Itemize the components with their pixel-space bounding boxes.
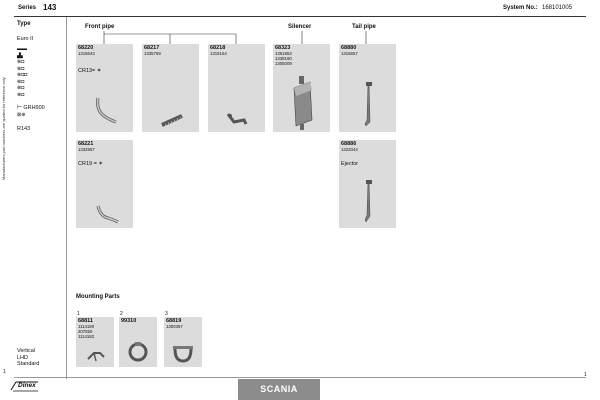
brand-badge: SCANIA: [238, 379, 320, 400]
axle-config-6-icon: ⊗◘: [17, 91, 25, 98]
part-card-68218[interactable]: [208, 44, 265, 132]
model-name: R143: [17, 126, 31, 132]
oem-number: 1315643: [78, 51, 95, 56]
power-icon: ⊠⊕: [17, 112, 26, 118]
mount-card-99310[interactable]: [119, 317, 157, 367]
part-number: 68218: [210, 45, 226, 51]
mount-vertical: Vertical: [17, 348, 36, 354]
dinex-logo-text: Dinex: [18, 382, 36, 389]
oem-number: 1300367: [166, 324, 183, 329]
front-pipe-bend-2-icon: [92, 202, 122, 226]
series-value: 143: [43, 3, 57, 12]
silencer-icon: [288, 76, 316, 131]
pipe-segment-icon: [224, 110, 250, 128]
part-number: 99310: [121, 318, 137, 324]
mount-card-68811[interactable]: [76, 317, 114, 367]
u-clamp-icon: [172, 343, 194, 363]
axle-config-3-icon: ⊗◘◘: [17, 72, 28, 78]
truck-icon: ▟▖: [17, 52, 25, 59]
axle-config-2-icon: ⊗◘: [17, 65, 25, 72]
oem-number: 1322044: [341, 147, 358, 152]
install-info: [17, 348, 39, 368]
axle-config-4-icon: ⊗◘: [17, 78, 25, 85]
oem-number-3: 1305009: [275, 61, 292, 66]
oem-number-3: 1114182: [78, 334, 95, 339]
vehicle-info-sidebar: [14, 17, 67, 379]
engine-icon: ▬▬: [17, 46, 27, 52]
footer-rule: [14, 377, 586, 378]
part-card-68220[interactable]: [76, 44, 133, 132]
tail-pipe-icon: [359, 82, 377, 130]
dinex-logo: [10, 380, 40, 392]
oem-number-2: 207550: [78, 329, 93, 334]
part-card-68886[interactable]: [339, 140, 396, 228]
drive-side: LHD: [17, 354, 29, 361]
flex-hose-icon: [160, 112, 186, 128]
oem-number-2: 1338160: [275, 56, 292, 61]
part-number: 68886: [341, 141, 357, 147]
system-label: System No.:: [503, 5, 538, 11]
header-rule: [14, 16, 586, 17]
part-number: 68221: [78, 141, 94, 147]
page-number-left: 1: [3, 369, 6, 375]
part-note: CR19 = ✶: [78, 161, 103, 167]
part-card-68880[interactable]: [339, 44, 396, 132]
oem-number: 1335769: [144, 51, 161, 56]
system-value: 168101005: [542, 5, 573, 11]
clamp-icon: [127, 341, 149, 363]
oem-number: 1315164: [210, 51, 227, 56]
vehicle-icons: [17, 46, 65, 98]
mount-index-1: 1: [77, 311, 80, 317]
series-label: Series: [18, 5, 37, 11]
part-note: Ejector: [341, 161, 359, 167]
engine-bolt-icon: ⊢: [17, 105, 22, 111]
part-number: 68220: [78, 45, 94, 51]
engine-code-row: [17, 105, 45, 111]
part-number: 68323: [275, 45, 291, 51]
oem-number: 1332957: [78, 147, 95, 152]
emission-class: Euro II: [17, 36, 34, 42]
part-number: 68880: [341, 45, 357, 51]
oem-number-1: 1114180: [78, 324, 95, 329]
part-card-68217[interactable]: [142, 44, 199, 132]
mount-card-68819[interactable]: [164, 317, 202, 367]
page-number-right: 1: [584, 372, 587, 378]
oem-number: 1315657: [341, 51, 358, 56]
oem-number-1: 1361983: [275, 51, 292, 56]
bracket-icon: [86, 349, 106, 363]
axle-config-1-icon: ⊗◘: [17, 59, 25, 65]
part-number: 68819: [166, 318, 182, 324]
part-card-68221[interactable]: [76, 140, 133, 228]
mount-index-3: 3: [165, 311, 168, 317]
front-pipe-bend-icon: [92, 94, 122, 129]
reference-note: Manufacturers part numbers are quoted for reference only: [1, 77, 6, 180]
type-label: Type: [17, 21, 31, 27]
part-note: CR13= ✶: [78, 68, 102, 74]
part-number: 68811: [78, 318, 93, 324]
engine-code: GRH900: [23, 105, 45, 111]
front-pipe-connector: [76, 31, 406, 45]
section-front-pipe: Front pipe: [85, 24, 115, 30]
ejector-icon: [359, 180, 377, 226]
part-card-68323[interactable]: [273, 44, 330, 132]
axle-config-5-icon: ⊗◘: [17, 85, 25, 91]
section-tail-pipe: Tail pipe: [352, 24, 376, 30]
part-number: 68217: [144, 45, 160, 51]
section-silencer: Silencer: [288, 24, 312, 30]
variant: Standard: [17, 361, 40, 367]
mount-index-2: 2: [120, 311, 123, 317]
section-mounting: Mounting Parts: [76, 294, 120, 300]
